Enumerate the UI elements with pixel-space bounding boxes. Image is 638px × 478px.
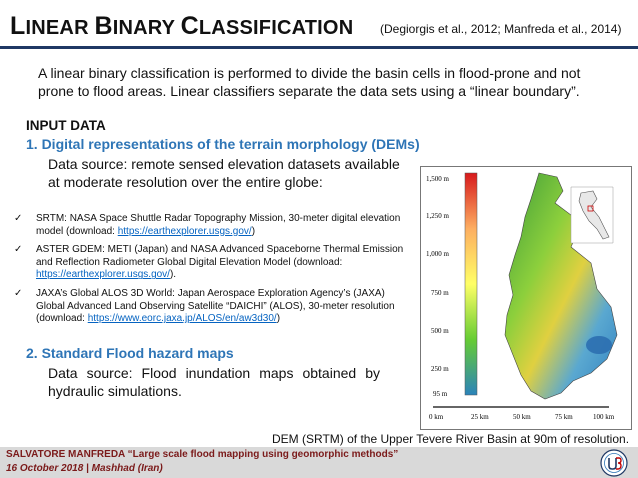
check-icon: ✓ — [14, 213, 23, 224]
list-item — [14, 288, 414, 326]
dem-map — [420, 166, 632, 430]
title-word-rest: INEAR — [25, 17, 95, 39]
title-letter: L — [10, 12, 26, 40]
title-letter: C — [180, 12, 199, 40]
citation: (Degiorgis et al., 2012; Manfreda et al., 2014) — [380, 22, 622, 36]
dem-map-graphic — [421, 167, 631, 429]
section2-heading: 2. Standard Flood hazard maps — [26, 345, 234, 361]
bullet-tail: ) — [251, 225, 256, 237]
section1-text: Data source: remote sensed elevation datasets available at moderate resolution over the entire globe: — [48, 156, 400, 190]
download-link-aster[interactable]: https://earthexplorer.usgs.gov/ — [36, 269, 170, 281]
section1-heading: 1. Digital representations of the terrain morphology (DEMs) — [26, 136, 420, 152]
check-icon: ✓ — [14, 287, 23, 299]
bullet-tail: ) — [276, 313, 281, 325]
scale-label: 25 km — [471, 413, 489, 421]
legend-label: 95 m — [433, 390, 448, 398]
list-item — [14, 213, 414, 238]
scale-label: 75 km — [555, 413, 573, 421]
map-caption: DEM (SRTM) of the Upper Tevere River Basin at 90m of resolution. — [272, 432, 630, 446]
input-data-heading: INPUT DATA — [26, 118, 106, 133]
legend-label: 500 m — [431, 327, 449, 335]
dem-source-list — [14, 213, 414, 332]
footer-author-talk: SALVATORE MANFREDA “Large scale flood mapping using geomorphic methods” — [6, 449, 399, 460]
download-link-alos[interactable]: https://www.eorc.jaxa.jp/ALOS/en/aw3d30/ — [87, 313, 277, 325]
legend-label: 250 m — [431, 365, 449, 373]
scale-label: 50 km — [513, 413, 531, 421]
scale-label: 100 km — [593, 413, 615, 421]
title-letter: B — [94, 12, 113, 40]
legend-label: 1,500 m — [426, 175, 449, 183]
bullet-tail: ). — [169, 269, 177, 281]
title-word-rest: LASSIFICATION — [198, 17, 354, 39]
university-logo-icon — [600, 449, 628, 477]
download-link-srtm[interactable]: https://earthexplorer.usgs.gov/ — [117, 225, 252, 237]
bullet-text: ASTER GDEM: METI (Japan) and NASA Advanced Spaceborne Thermal Emission and Reflection Radiometer Global Digital Elevation Model (download: — [36, 244, 404, 268]
legend-label: 750 m — [431, 289, 449, 297]
lake-trasimeno — [586, 336, 612, 354]
footer-date-location: 16 October 2018 | Mashhad (Iran) — [6, 463, 163, 474]
list-item — [14, 244, 414, 282]
scale-label: 0 km — [429, 413, 444, 421]
legend-label: 1,000 m — [426, 250, 449, 258]
slide-title — [10, 12, 353, 41]
bullet-text: JAXA’s Global ALOS 3D World: Japan Aerospace Exploration Agency’s (JAXA) Global Advanced Land Observing Satellite “DAICHI” (ALOS), 30-meter resolution (download: — [36, 287, 395, 325]
elevation-legend — [426, 175, 450, 398]
section2-text: Data source: Flood inundation maps obtained by hydraulic simulations. — [48, 365, 380, 399]
scale-labels — [429, 413, 615, 421]
elevation-colorbar — [465, 173, 477, 395]
title-word-rest: INARY — [112, 17, 181, 39]
check-icon: ✓ — [14, 244, 23, 256]
intro-paragraph: A linear binary classification is performed to divide the basin cells in flood-prone and not prone to flood areas. Linear classifiers separate the data sets using a “linear boundary”. — [38, 65, 581, 99]
legend-label: 1,250 m — [426, 212, 449, 220]
bullet-text: SRTM: NASA Space Shuttle Radar Topography Mission, 30-meter digital elevation model (download: — [36, 213, 401, 237]
title-divider — [0, 46, 638, 49]
